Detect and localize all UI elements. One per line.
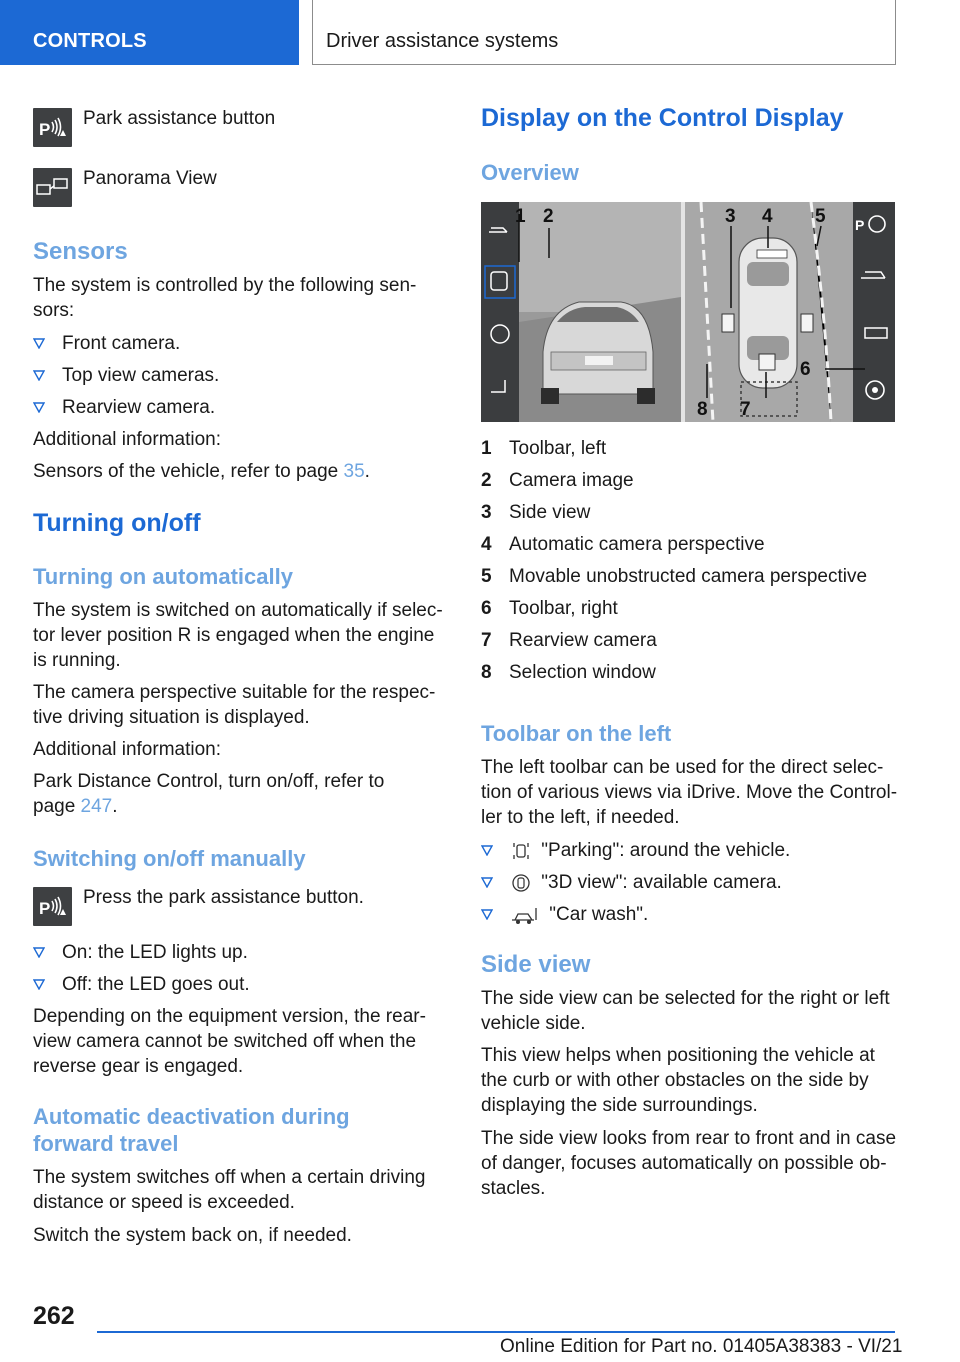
callout-number: 6 [800,359,811,380]
pdc-page-link[interactable]: 247 [80,796,113,817]
park-assistance-button-icon [33,887,72,926]
deact-p1-line2: distance or speed is exceeded. [33,1192,295,1213]
auto-p1-line3: is running. [33,650,121,671]
legend-number: 4 [481,534,492,555]
side-p3-line2: of danger, focuses automatically on possible ob- [481,1153,887,1174]
manual-p-line3: reverse gear is engaged. [33,1056,244,1077]
control-display-illustration [481,202,895,422]
park-assistance-button-icon [33,108,72,147]
page-number: 262 [33,1302,75,1330]
bullet-triangle-icon [481,877,493,888]
header-section-label: CONTROLS [33,30,147,52]
auto-p1-line1: The system is switched on automatically if selec- [33,600,443,621]
side-p1-line2: vehicle side. [481,1013,586,1034]
turning-auto-heading: Turning on automatically [33,564,293,589]
manual-p-line1: Depending on the equipment version, the rear- [33,1006,426,1027]
deact-p1-line1: The system switches off when a certain driving [33,1167,426,1188]
callout-number: 2 [543,206,554,227]
legend-label: Selection window [509,662,656,683]
deactivation-heading-line2: forward travel [33,1131,179,1156]
3d-view-icon [510,872,532,894]
panorama-view-label: Panorama View [83,168,217,189]
legend-number: 1 [481,438,492,459]
deact-p2: Switch the system back on, if needed. [33,1225,352,1246]
sensors-page-link[interactable]: 35 [343,461,365,482]
side-p1-line1: The side view can be selected for the right or left [481,988,890,1009]
side-p2-line2: the curb or with other obstacles on the side by [481,1070,869,1091]
deactivation-heading-line1: Automatic deactivation during [33,1104,350,1129]
toolbar-item-3d [510,870,782,895]
callout-number: 1 [515,206,526,227]
toolbar-item-carwash [510,902,648,927]
svg-text:P: P [855,217,865,233]
overview-heading: Overview [481,160,579,185]
bullet-triangle-icon [481,909,493,920]
toolbar-p-line1: The left toolbar can be used for the direct selec- [481,757,884,778]
side-view-heading: Side view [481,951,591,978]
sensors-intro-line1: The system is controlled by the following sen- [33,275,417,296]
legend-number: 6 [481,598,492,619]
manual-p-line2: view camera cannot be switched off when the [33,1031,417,1052]
sensors-reference [33,459,370,485]
legend-label: Toolbar, right [509,598,618,619]
side-p2-line1: This view helps when positioning the vehicle at [481,1045,875,1066]
sensors-heading: Sensors [33,238,128,265]
bullet-triangle-icon [33,338,45,349]
pdc-reference-line2 [33,794,118,820]
legend-label: Movable unobstructed camera perspective [509,566,868,587]
park-assistance-button-label: Park assistance button [83,108,276,129]
list-item-label: On: the LED lights up. [62,942,248,963]
bullet-triangle-icon [33,979,45,990]
side-p3-line1: The side view looks from rear to front and in case [481,1128,897,1149]
bullet-triangle-icon [33,947,45,958]
callout-number: 3 [725,206,736,227]
list-item-label: Off: the LED goes out. [62,974,250,995]
legend-number: 2 [481,470,492,491]
pdc-reference-end: . [112,796,118,817]
callout-number: 5 [815,206,826,227]
header-chapter-label: Driver assistance systems [326,30,559,52]
callout-number: 8 [697,399,708,420]
display-heading: Display on the Control Display [481,104,844,132]
bullet-triangle-icon [33,402,45,413]
manual-instruction: Press the park assistance button. [83,887,364,908]
panorama-view-icon [33,168,72,207]
parking-view-icon [510,840,532,862]
callout-number: 7 [740,399,751,420]
car-wash-icon [510,904,540,926]
turning-heading: Turning on/off [33,509,201,537]
toolbar-p-line2: tion of various views via iDrive. Move the Control- [481,782,898,803]
auto-p2-line1: The camera perspective suitable for the respec- [33,682,436,703]
legend-number: 3 [481,502,492,523]
legend-label: Automatic camera perspective [509,534,765,555]
turning-additional: Additional information: [33,739,221,760]
header-chapter-box [312,0,896,65]
edition-label: Online Edition for Part no. 01405A38383 - VI/21 [500,1336,903,1357]
svg-text:P: P [39,899,51,918]
toolbar-p-line3: ler to the left, if needed. [481,807,680,828]
svg-text:P: P [39,120,51,139]
pdc-reference-line1: Park Distance Control, turn on/off, refer to [33,771,385,792]
legend-label: Toolbar, left [509,438,607,459]
toolbar-item-label: "Car wash". [549,904,649,925]
list-item-label: Top view cameras. [62,365,220,386]
footer-rule [97,1331,895,1333]
toolbar-item-label: "Parking": around the vehicle. [541,840,791,861]
bullet-triangle-icon [33,370,45,381]
sensors-intro-line2: sors: [33,300,75,321]
legend-number: 8 [481,662,492,683]
list-item-label: Rearview camera. [62,397,216,418]
auto-p2-line2: tive driving situation is displayed. [33,707,310,728]
auto-p1-line2: tor lever position R is engaged when the engine [33,625,435,646]
toolbar-heading: Toolbar on the left [481,721,672,746]
header-section-tab [0,0,299,65]
legend-number: 5 [481,566,492,587]
manual-heading: Switching on/off manually [33,846,306,871]
legend-label: Rearview camera [509,630,657,651]
callout-number: 4 [762,206,773,227]
sensors-reference-text: Sensors of the vehicle, refer to page [33,461,344,482]
legend-label: Camera image [509,470,634,491]
toolbar-item-parking [510,838,790,863]
side-p2-line3: displaying the side surroundings. [481,1095,758,1116]
pdc-page-prefix: page [33,796,81,817]
legend-label: Side view [509,502,591,523]
sensors-additional: Additional information: [33,429,221,450]
sensors-reference-end: . [364,461,370,482]
bullet-triangle-icon [481,845,493,856]
list-item-label: Front camera. [62,333,181,354]
control-display-figure [481,202,895,422]
legend-number: 7 [481,630,492,651]
toolbar-item-label: "3D view": available camera. [541,872,782,893]
side-p3-line3: stacles. [481,1178,546,1199]
